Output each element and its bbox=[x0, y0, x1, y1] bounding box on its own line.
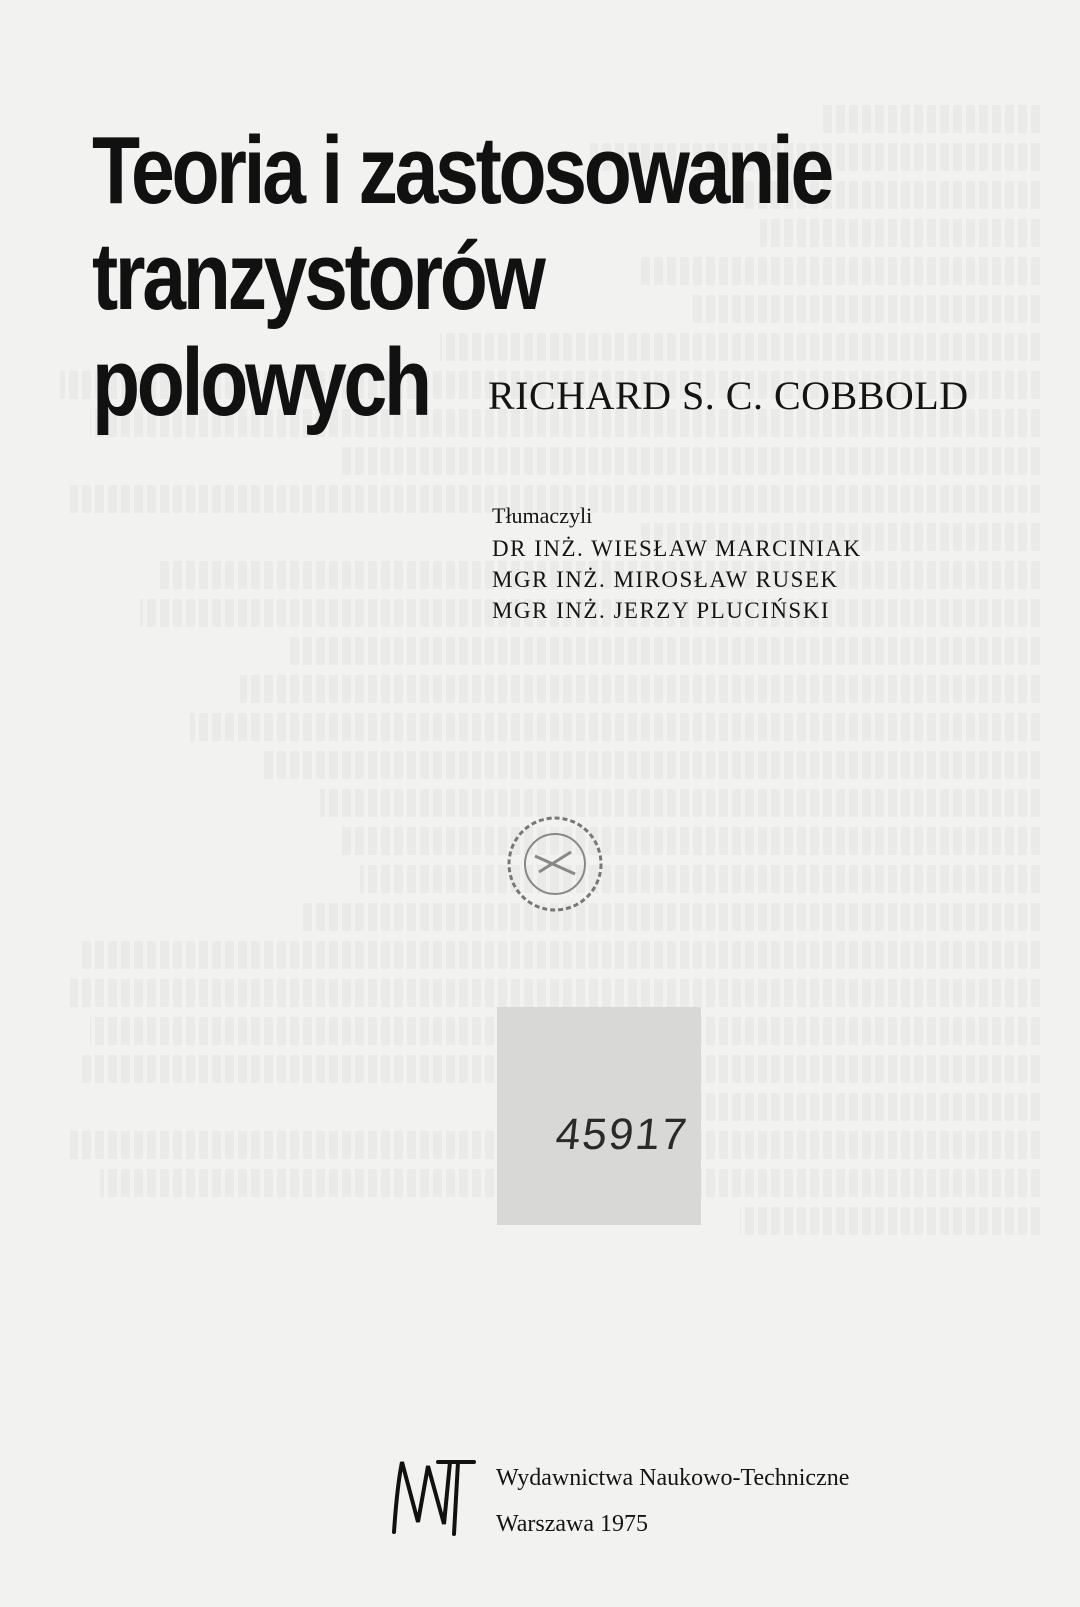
wnt-logo-icon bbox=[388, 1452, 478, 1538]
author-name: RICHARD S. C. COBBOLD bbox=[488, 373, 969, 418]
translator-name: MGR INŻ. JERZY PLUCIŃSKI bbox=[492, 598, 830, 623]
publisher-city-year: Warszawa 1975 bbox=[496, 1511, 649, 1537]
translator-name: MGR INŻ. MIROSŁAW RUSEK bbox=[492, 567, 839, 592]
publisher-name: Wydawnictwa Naukowo-Techniczne bbox=[496, 1465, 850, 1491]
publisher-block bbox=[496, 1455, 849, 1547]
title-line-1: Teoria i zastosowanie bbox=[92, 117, 831, 224]
title-line-2: tranzystorów bbox=[92, 223, 543, 330]
title-line-3: polowych bbox=[92, 329, 429, 436]
translators-label: Tłumaczyli bbox=[492, 503, 593, 528]
translators-block bbox=[492, 500, 862, 626]
library-stamp-icon bbox=[503, 812, 607, 916]
inventory-number: 45917 bbox=[553, 1110, 691, 1159]
translator-name: DR INŻ. WIESŁAW MARCINIAK bbox=[492, 536, 862, 561]
